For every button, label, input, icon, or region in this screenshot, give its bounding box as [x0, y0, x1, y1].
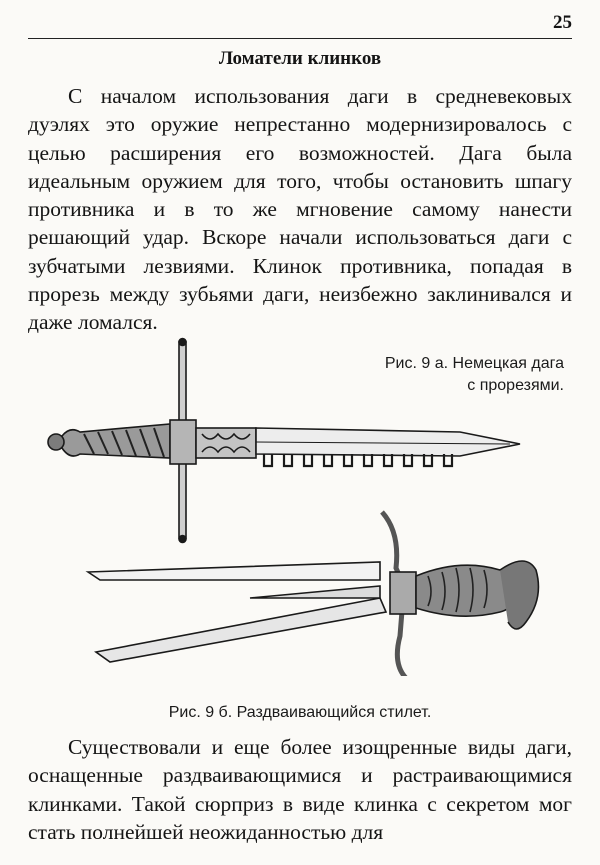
paragraph-1: С началом использования даги в средневековых дуэлях это оружие непрестанно модернизировалось с целью расширения его возможностей. Дага была идеальным оружием для того, чтобы остановить шпагу противника и в то же мгновение самому нанести решающий удар. Вскоре начали использоваться даги с зубчатыми лезвиями. Клинок противника, попадая в прорезь между зубьями даги, неизбежно заклинивался и даже ломался. [28, 84, 572, 335]
page-number: 25 [553, 12, 572, 33]
splitting-stiletto-illustration [88, 512, 538, 676]
header-rule [28, 38, 572, 39]
section-heading: Ломатели клинков [218, 48, 382, 69]
paragraph-2: Существовали и еще более изощренные виды даги, оснащенные раздваивающимися и растраивающимися клинками. Такой сюрприз в виде клинка с секретом мог стать полнейшей неожиданностью для [28, 735, 572, 844]
figure-9a-caption [385, 353, 564, 397]
figure-9b-caption: Рис. 9 б. Раздваивающийся стилет. [168, 704, 432, 721]
figure-9a-caption-line2: с прорезями. [467, 377, 564, 394]
figure-9a-caption-line1: Рис. 9 а. Немецкая дага [384, 355, 564, 372]
